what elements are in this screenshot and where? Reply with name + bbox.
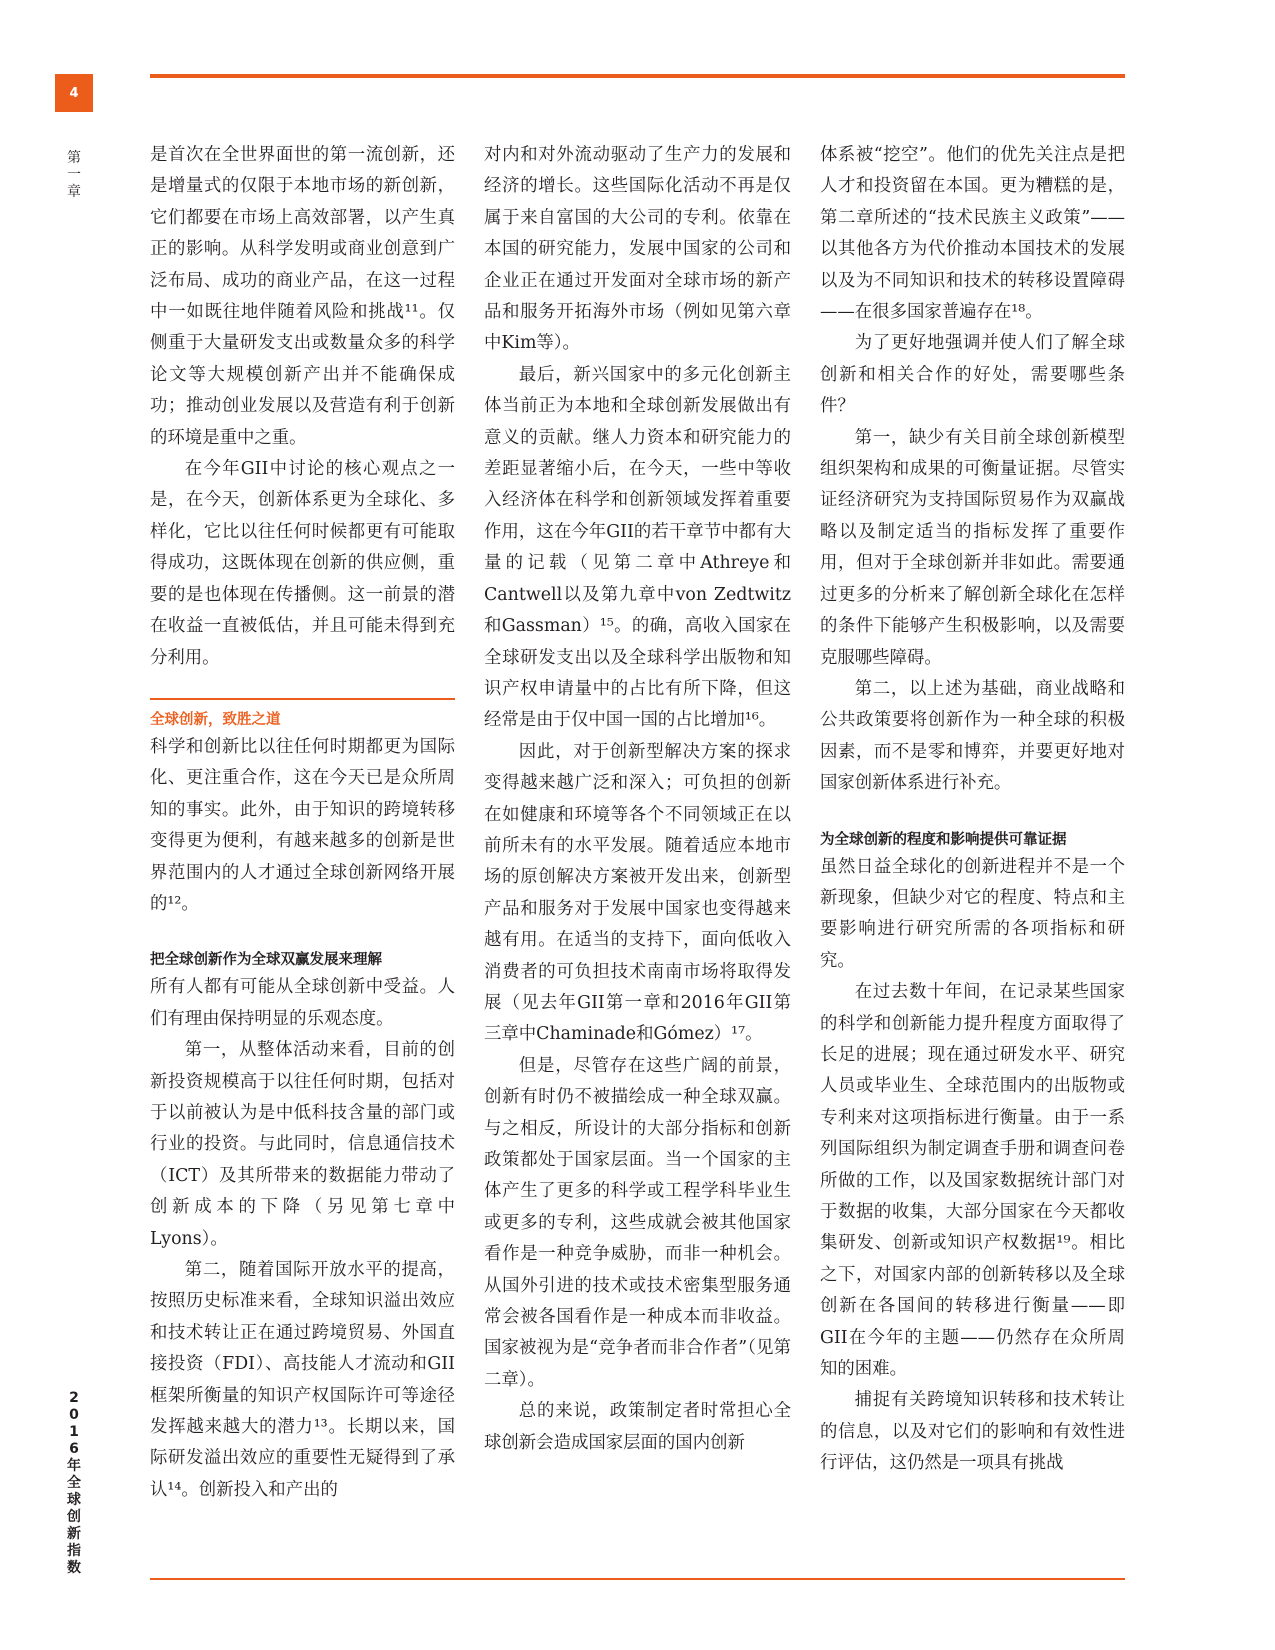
paragraph: 总的来说，政策制定者时常担心全球创新会造成国家层面的国内创新 (484, 1401, 791, 1453)
side-publication-title (60, 1390, 88, 1577)
side-title-char: 球 (67, 1492, 81, 1508)
paragraph: 在过去数十年间，在记录某些国家的科学和创新能力提升程度方面取得了长足的进展；现在通过研发水平、研究人员或毕业生、全球范围内的出版物或专利来对这项指标进行衡量。由于一系列国际组织为制定调查手册和调查问卷所做的工作，以及国家数据统计部门对于数据的收集，大部分国家在今天都收集研发、创新或知识产权数据¹⁹。相比之下，对国家内部的创新转移以及全球创新在各国间的转移进行衡量——即GII在今年的主题——仍然存在众所周知的困难。 (820, 982, 1125, 1380)
side-title-char: 1 (69, 1424, 79, 1440)
paragraph: 体系被“挖空”。他们的优先关注点是把人才和投资留在本国。更为糟糕的是，第二章所述的“技术民族主义政策”——以其他各方为代价推动本国技术的发展以及为不同知识和技术的转移设置障碍——在很多国家普遍存在¹⁸。 (820, 145, 1125, 323)
text-column-3 (820, 140, 1125, 1480)
side-title-char: 全 (67, 1475, 81, 1491)
side-title-char: 创 (67, 1509, 81, 1525)
section-heading: 为全球创新的程度和影响提供可靠证据 (820, 831, 1067, 848)
paragraph: 所有人都有可能从全球创新中受益。人们有理由保持明显的乐观态度。 (150, 977, 455, 1029)
side-chapter-char: 章 (67, 184, 81, 200)
paragraph: 最后，新兴国家中的多元化创新主体当前正为本地和全球创新发展做出有意义的贡献。继人力资本和研究能力的差距显著缩小后，在今天，一些中等收入经济体在科学和创新领域发挥着重要作用，这在今年GII的若干章节中都有大量的记载（见第二章中Athreye和Cantwell以及第九章中von Zedtwitz和Gassman）¹⁵。的确，高收入国家在全球研发支出以及全球科学出版物和知识产权申请量中的占比有所下降，但这经常是由于仅中国一国的占比增加¹⁶。 (484, 364, 791, 731)
top-rule (150, 74, 1125, 78)
section-heading: 把全球创新作为全球双赢发展来理解 (150, 952, 382, 969)
text-column-2 (484, 140, 791, 1459)
side-chapter-char: 一 (67, 167, 81, 183)
side-title-char: 新 (67, 1526, 81, 1542)
side-chapter-label (60, 150, 88, 201)
paragraph: 因此，对于创新型解决方案的探求变得越来越广泛和深入；可负担的创新在如健康和环境等各个不同领域正在以前所未有的水平发展。随着适应本地市场的原创解决方案被开发出来，创新型产品和服务对于发展中国家也变得越来越有用。在适当的支持下，面向低收入消费者的可负担技术南南市场将取得发展（见去年GII第一章和2016年GII第三章中Chaminade和Gómez）¹⁷。 (484, 741, 791, 1045)
paragraph: 在今年GII中讨论的核心观点之一是，在今天，创新体系更为全球化、多样化，它比以往任何时候都更有可能取得成功，这既体现在创新的供应侧，重要的是也体现在传播侧。这一前景的潜在收益一直被低估，并且可能未得到充分利用。 (150, 459, 455, 668)
side-title-char: 2 (69, 1390, 79, 1406)
paragraph: 第一，从整体活动来看，目前的创新投资规模高于以往任何时期，包括对于以前被认为是中低科技含量的部门或行业的投资。与此同时，信息通信技术（ICT）及其所带来的数据能力带动了创新成本的下降（另见第七章中Lyons）。 (150, 1040, 455, 1249)
paragraph: 是首次在全世界面世的第一流创新，还是增量式的仅限于本地市场的新创新，它们都要在市场上高效部署，以产生真正的影响。从科学发明或商业创意到广泛布局、成功的商业产品，在这一过程中一如既往地伴随着风险和挑战¹¹。仅侧重于大量研发支出或数量众多的科学论文等大规模创新产出并不能确保成功；推动创业发展以及营造有利于创新的环境是重中之重。 (150, 145, 455, 448)
paragraph: 但是，尽管存在这些广阔的前景，创新有时仍不被描绘成一种全球双赢。与之相反，所设计的大部分指标和创新政策都处于国家层面。当一个国家的主体产生了更多的科学或工程学科毕业生或更多的专利，这些成就会被其他国家看作是一种竞争威胁，而非一种机会。从国外引进的技术或技术密集型服务通常会被各国看作是一种成本而非收益。国家被视为是“竞争者而非合作者”（见第二章）。 (484, 1055, 791, 1390)
side-title-char: 0 (69, 1407, 79, 1423)
paragraph: 第二，以上述为基础，商业战略和公共政策要将创新作为一种全球的积极因素，而不是零和博弈，并要更好地对国家创新体系进行补充。 (820, 678, 1125, 794)
page-number: 4 (69, 85, 79, 101)
paragraph: 捕捉有关跨境知识转移和技术转让的信息，以及对它们的影响和有效性进行评估，这仍然是一项具有挑战 (820, 1390, 1125, 1474)
paragraph: 科学和创新比以往任何时期都更为国际化、更注重合作，这在今天已是众所周知的事实。此外，由于知识的跨境转移变得更为便利，有越来越多的创新是世界范围内的人才通过全球创新网络开展的¹²。 (150, 736, 455, 914)
paragraph: 为了更好地强调并使人们了解全球创新和相关合作的好处，需要哪些条件？ (820, 333, 1125, 417)
bottom-rule (150, 1578, 1125, 1580)
side-title-char: 数 (67, 1560, 81, 1576)
side-title-char: 年 (67, 1458, 81, 1474)
section-heading: 全球创新，致胜之道 (150, 698, 455, 732)
paragraph: 对内和对外流动驱动了生产力的发展和经济的增长。这些国际化活动不再是仅属于来自富国的大公司的专利。依靠在本国的研究能力，发展中国家的公司和企业正在通过开发面对全球市场的新产品和服务开拓海外市场（例如见第六章中Kim等）。 (484, 145, 791, 354)
paragraph: 第一，缺少有关目前全球创新模型组织架构和成果的可衡量证据。尽管实证经济研究为支持国际贸易作为双赢战略以及制定适当的指标发挥了重要作用，但对于全球创新并非如此。需要通过更多的分析来了解创新全球化在怎样的条件下能够产生积极影响，以及需要克服哪些障碍。 (820, 427, 1125, 668)
text-column-1 (150, 140, 455, 1506)
side-title-char: 指 (67, 1543, 81, 1559)
paragraph: 第二，随着国际开放水平的提高，按照历史标准来看，全球知识溢出效应和技术转让正在通过跨境贸易、外国直接投资（FDI）、高技能人才流动和GII框架所衡量的知识产权国际许可等途径发挥越来越大的潜力¹³。长期以来，国际研发溢出效应的重要性无疑得到了承认¹⁴。创新投入和产出的 (150, 1260, 455, 1500)
page-number-badge (55, 74, 93, 112)
side-title-char: 6 (69, 1441, 79, 1457)
paragraph: 虽然日益全球化的创新进程并不是一个新现象，但缺少对它的程度、特点和主要影响进行研究所需的各项指标和研究。 (820, 856, 1125, 971)
side-chapter-char: 第 (67, 150, 81, 166)
